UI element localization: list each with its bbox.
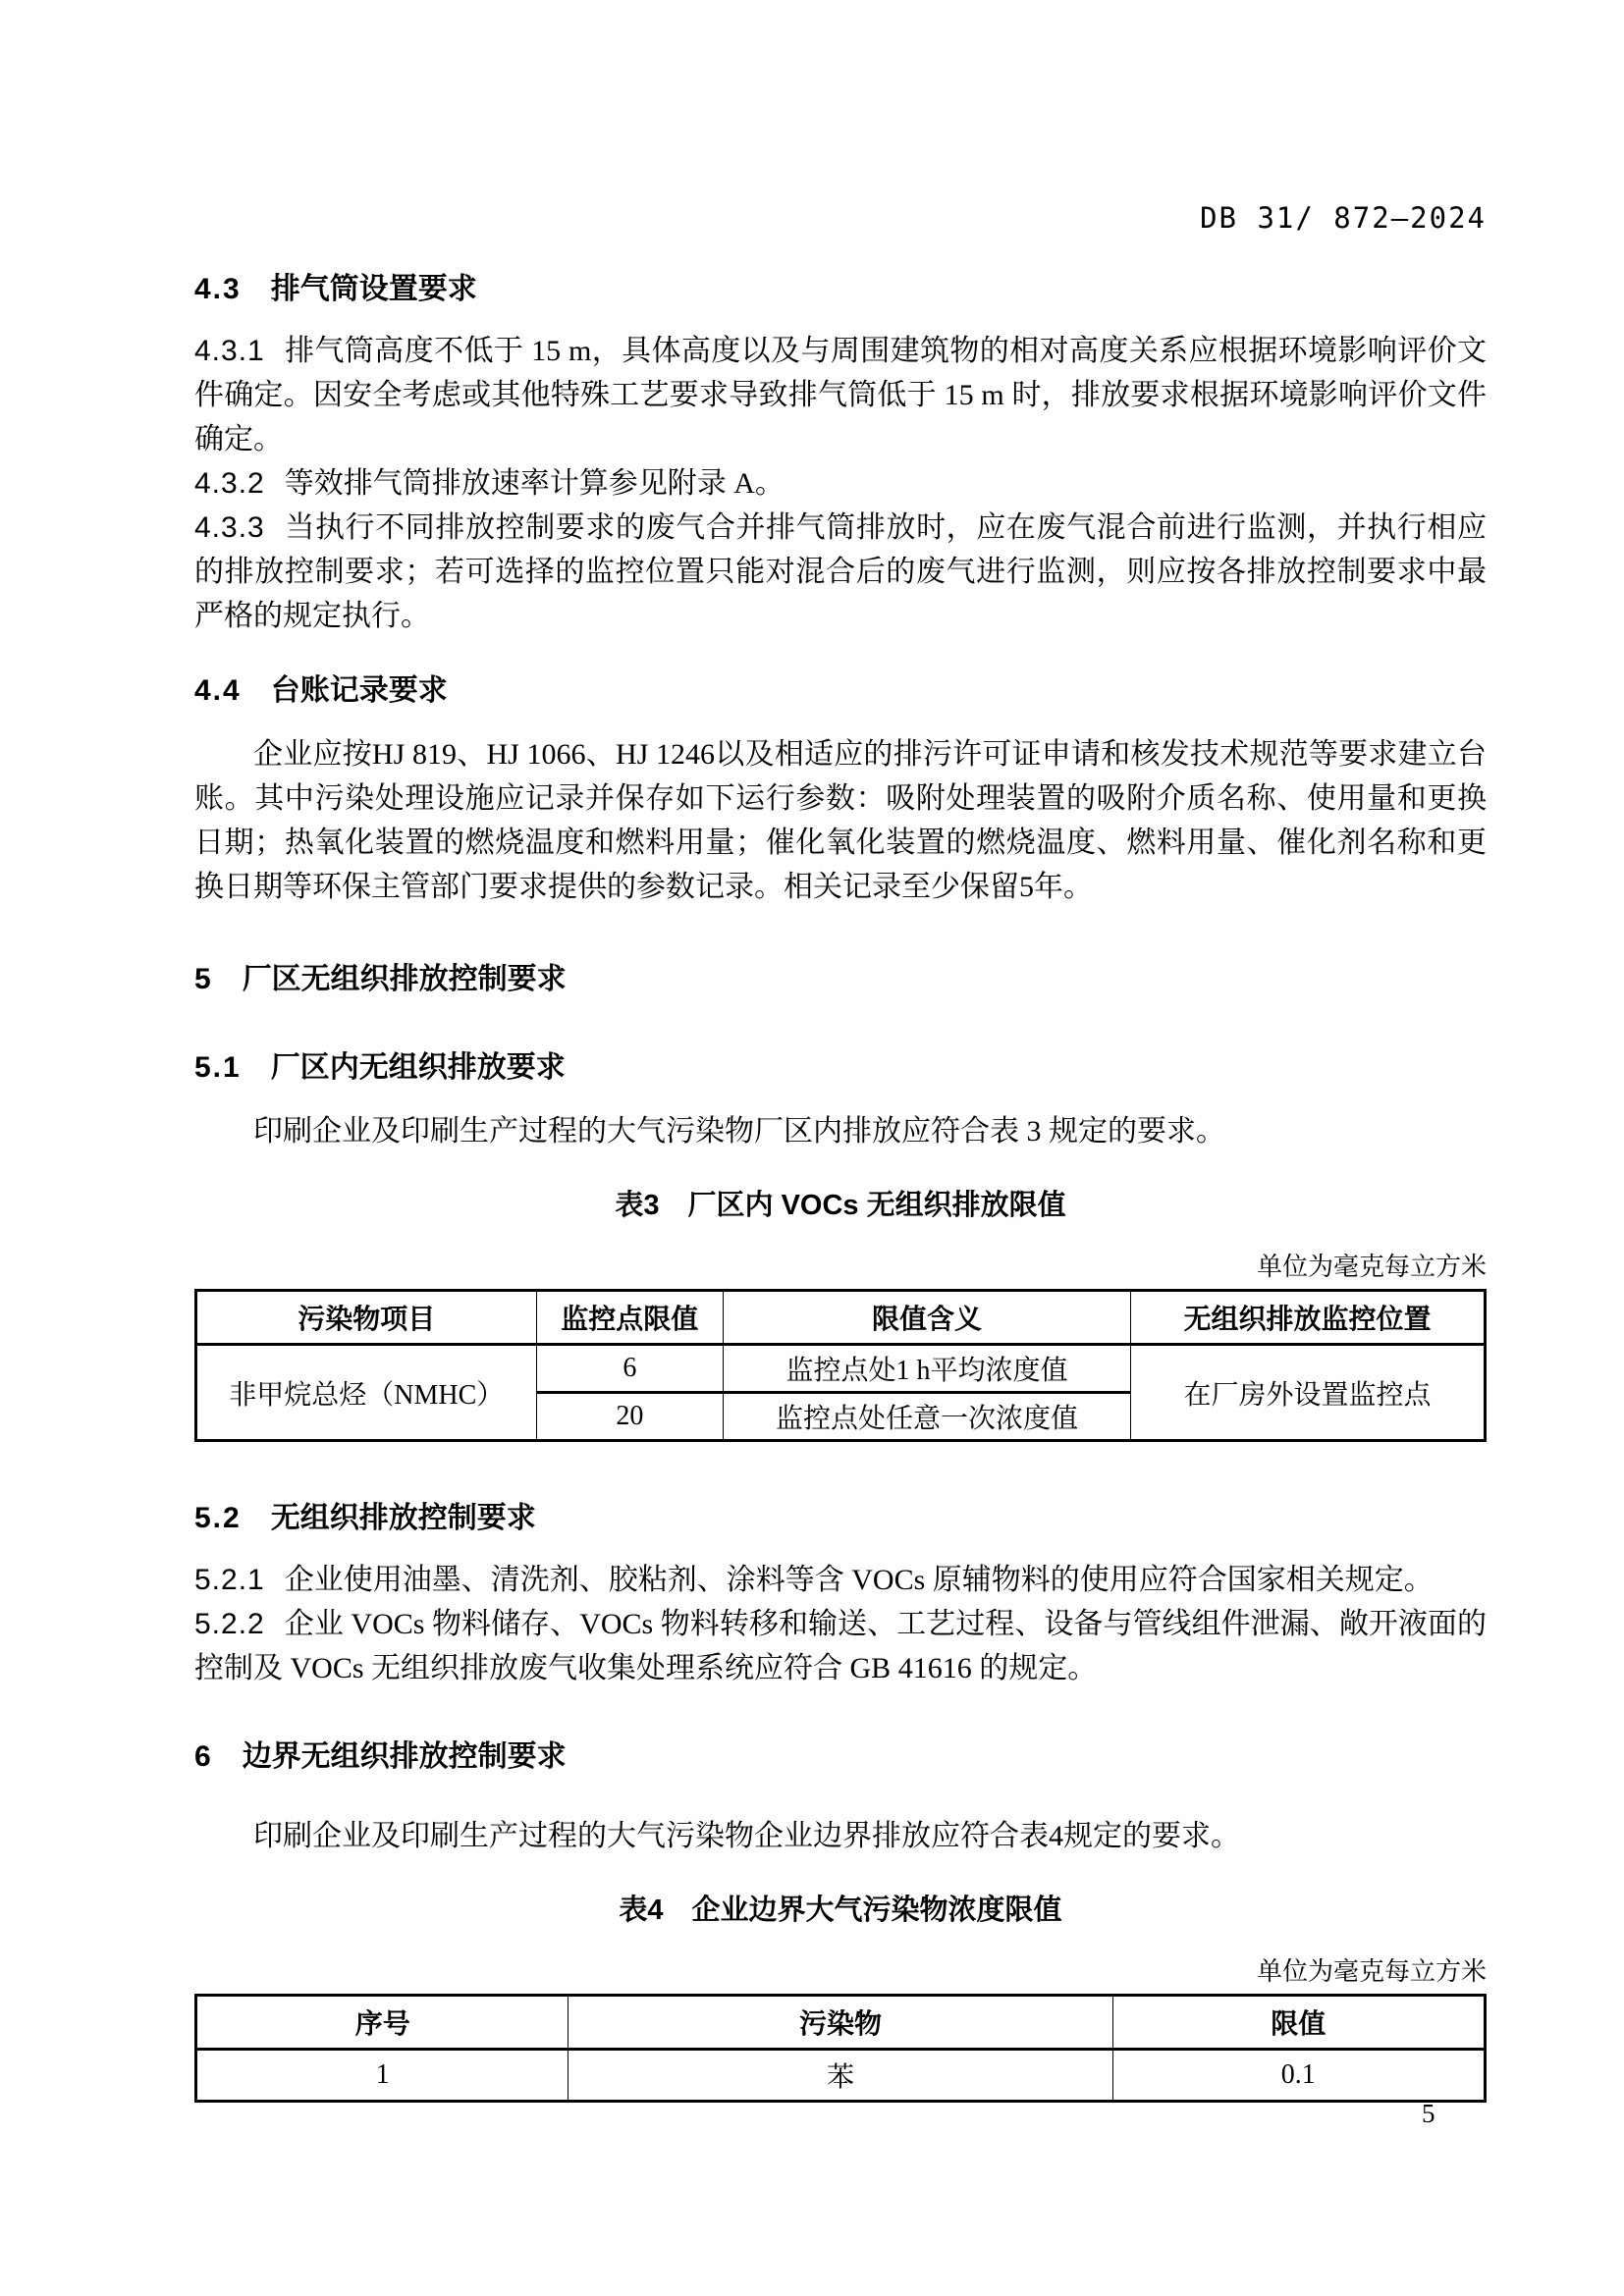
table-3-header-row bbox=[196, 1291, 1486, 1345]
paragraph-4-4: 企业应按HJ 819、HJ 1066、HJ 1246以及相适应的排污许可证申请和核发技术规范等要求建立台账。其中污染处理设施应记录并保存如下运行参数：吸附处理装置的吸附介质名称、使用量和更换日期；热氧化装置的燃烧温度和燃料用量；催化氧化装置的燃烧温度、燃料用量、催化剂名称和更换日期等环保主管部门要求提供的参数记录。相关记录至少保留5年。 bbox=[194, 738, 1487, 903]
clause-5-2-1 bbox=[194, 1558, 1487, 1602]
table-4-unit-note: 单位为毫克每立方米 bbox=[1256, 1957, 1487, 1986]
section-title: 无组织排放控制要求 bbox=[270, 1502, 536, 1534]
table-4-header-limit: 限值 bbox=[1112, 1996, 1485, 2050]
table-3-header-meaning: 限值含义 bbox=[724, 1291, 1131, 1345]
cell-limit: 20 bbox=[536, 1393, 723, 1441]
clause-number: 4.3.2 bbox=[194, 467, 265, 500]
table-row bbox=[196, 2050, 1486, 2102]
section-title: 边界无组织排放控制要求 bbox=[242, 1740, 567, 1773]
table-3-caption: 表3 厂区内 VOCs 无组织排放限值 bbox=[615, 1190, 1066, 1221]
cell-meaning: 监控点处1 h平均浓度值 bbox=[724, 1345, 1131, 1393]
table-4-header-pollutant: 污染物 bbox=[568, 1996, 1112, 2050]
cell-no: 1 bbox=[196, 2050, 568, 2102]
clause-number: 5.2.2 bbox=[194, 1608, 265, 1640]
paragraph-6: 印刷企业及印刷生产过程的大气污染物企业边界排放应符合表4规定的要求。 bbox=[253, 1820, 1240, 1852]
section-number: 4.3 bbox=[194, 273, 242, 305]
section-number: 6 bbox=[194, 1740, 213, 1773]
section-number: 5.1 bbox=[194, 1051, 242, 1084]
section-heading-5 bbox=[194, 960, 1487, 999]
table-3-unit-note: 单位为毫克每立方米 bbox=[1256, 1253, 1487, 1281]
table-3-header-pollutant: 污染物项目 bbox=[196, 1291, 537, 1345]
section-heading-5-1 bbox=[194, 1048, 1487, 1088]
section-title: 排气筒设置要求 bbox=[270, 273, 477, 305]
clause-4-3-3 bbox=[194, 506, 1487, 638]
section-number: 4.4 bbox=[194, 674, 242, 707]
cell-limit: 0.1 bbox=[1112, 2050, 1485, 2102]
clause-number: 4.3.3 bbox=[194, 511, 265, 544]
section-title: 厂区无组织排放控制要求 bbox=[242, 963, 567, 995]
clause-number: 5.2.1 bbox=[194, 1564, 265, 1596]
section-heading-6 bbox=[194, 1737, 1487, 1777]
clause-text: 企业 VOCs 物料储存、VOCs 物料转移和输送、工艺过程、设备与管线组件泄漏、敞开液面的控制及 VOCs 无组织排放废气收集处理系统应符合 GB 41616 的规定。 bbox=[194, 1608, 1487, 1684]
clause-5-2-2 bbox=[194, 1602, 1487, 1690]
section-heading-5-2 bbox=[194, 1499, 1487, 1538]
section-title: 厂区内无组织排放要求 bbox=[270, 1051, 566, 1084]
page-number: 5 bbox=[1422, 2099, 1435, 2128]
section-title: 台账记录要求 bbox=[270, 674, 448, 707]
clause-4-3-1 bbox=[194, 329, 1487, 461]
table-3-header-limit: 监控点限值 bbox=[536, 1291, 723, 1345]
clause-4-3-2 bbox=[194, 461, 1487, 506]
clause-text: 当执行不同排放控制要求的废气合并排气筒排放时，应在废气混合前进行监测，并执行相应的排放控制要求；若可选择的监控位置只能对混合后的废气进行监测，则应按各排放控制要求中最严格的规定执行。 bbox=[194, 511, 1487, 632]
section-number: 5 bbox=[194, 963, 213, 995]
section-heading-4-4 bbox=[194, 671, 1487, 711]
table-4-header-no: 序号 bbox=[196, 1996, 568, 2050]
table-3-header-location: 无组织排放监控位置 bbox=[1130, 1291, 1485, 1345]
section-number: 5.2 bbox=[194, 1502, 242, 1534]
table-row bbox=[196, 1345, 1486, 1393]
cell-location: 在厂房外设置监控点 bbox=[1130, 1345, 1485, 1441]
cell-limit: 6 bbox=[536, 1345, 723, 1393]
section-heading-4-3 bbox=[194, 270, 1487, 309]
cell-pollutant: 苯 bbox=[568, 2050, 1112, 2102]
doc-number: DB 31/ 872—2024 bbox=[1200, 201, 1487, 235]
table-4 bbox=[194, 1994, 1487, 2103]
cell-meaning: 监控点处任意一次浓度值 bbox=[724, 1393, 1131, 1441]
clause-number: 4.3.1 bbox=[194, 335, 265, 367]
clause-block-5-2 bbox=[194, 1558, 1487, 1690]
paragraph-5-1: 印刷企业及印刷生产过程的大气污染物厂区内排放应符合表 3 规定的要求。 bbox=[253, 1115, 1225, 1148]
cell-pollutant: 非甲烷总烃（NMHC） bbox=[196, 1345, 537, 1441]
clause-block-4-3 bbox=[194, 329, 1487, 638]
clause-text: 排气筒高度不低于 15 m，具体高度以及与周围建筑物的相对高度关系应根据环境影响评价文件确定。因安全考虑或其他特殊工艺要求导致排气筒低于 15 m 时，排放要求根据环境影响评价文件确定。 bbox=[194, 335, 1487, 455]
table-4-header-row bbox=[196, 1996, 1486, 2050]
table-4-caption: 表4 企业边界大气污染物浓度限值 bbox=[619, 1895, 1062, 1926]
clause-text: 企业使用油墨、清洗剂、胶粘剂、涂料等含 VOCs 原辅物料的使用应符合国家相关规定。 bbox=[284, 1564, 1434, 1596]
table-3 bbox=[194, 1289, 1487, 1442]
clause-text: 等效排气筒排放速率计算参见附录 A。 bbox=[284, 467, 785, 500]
